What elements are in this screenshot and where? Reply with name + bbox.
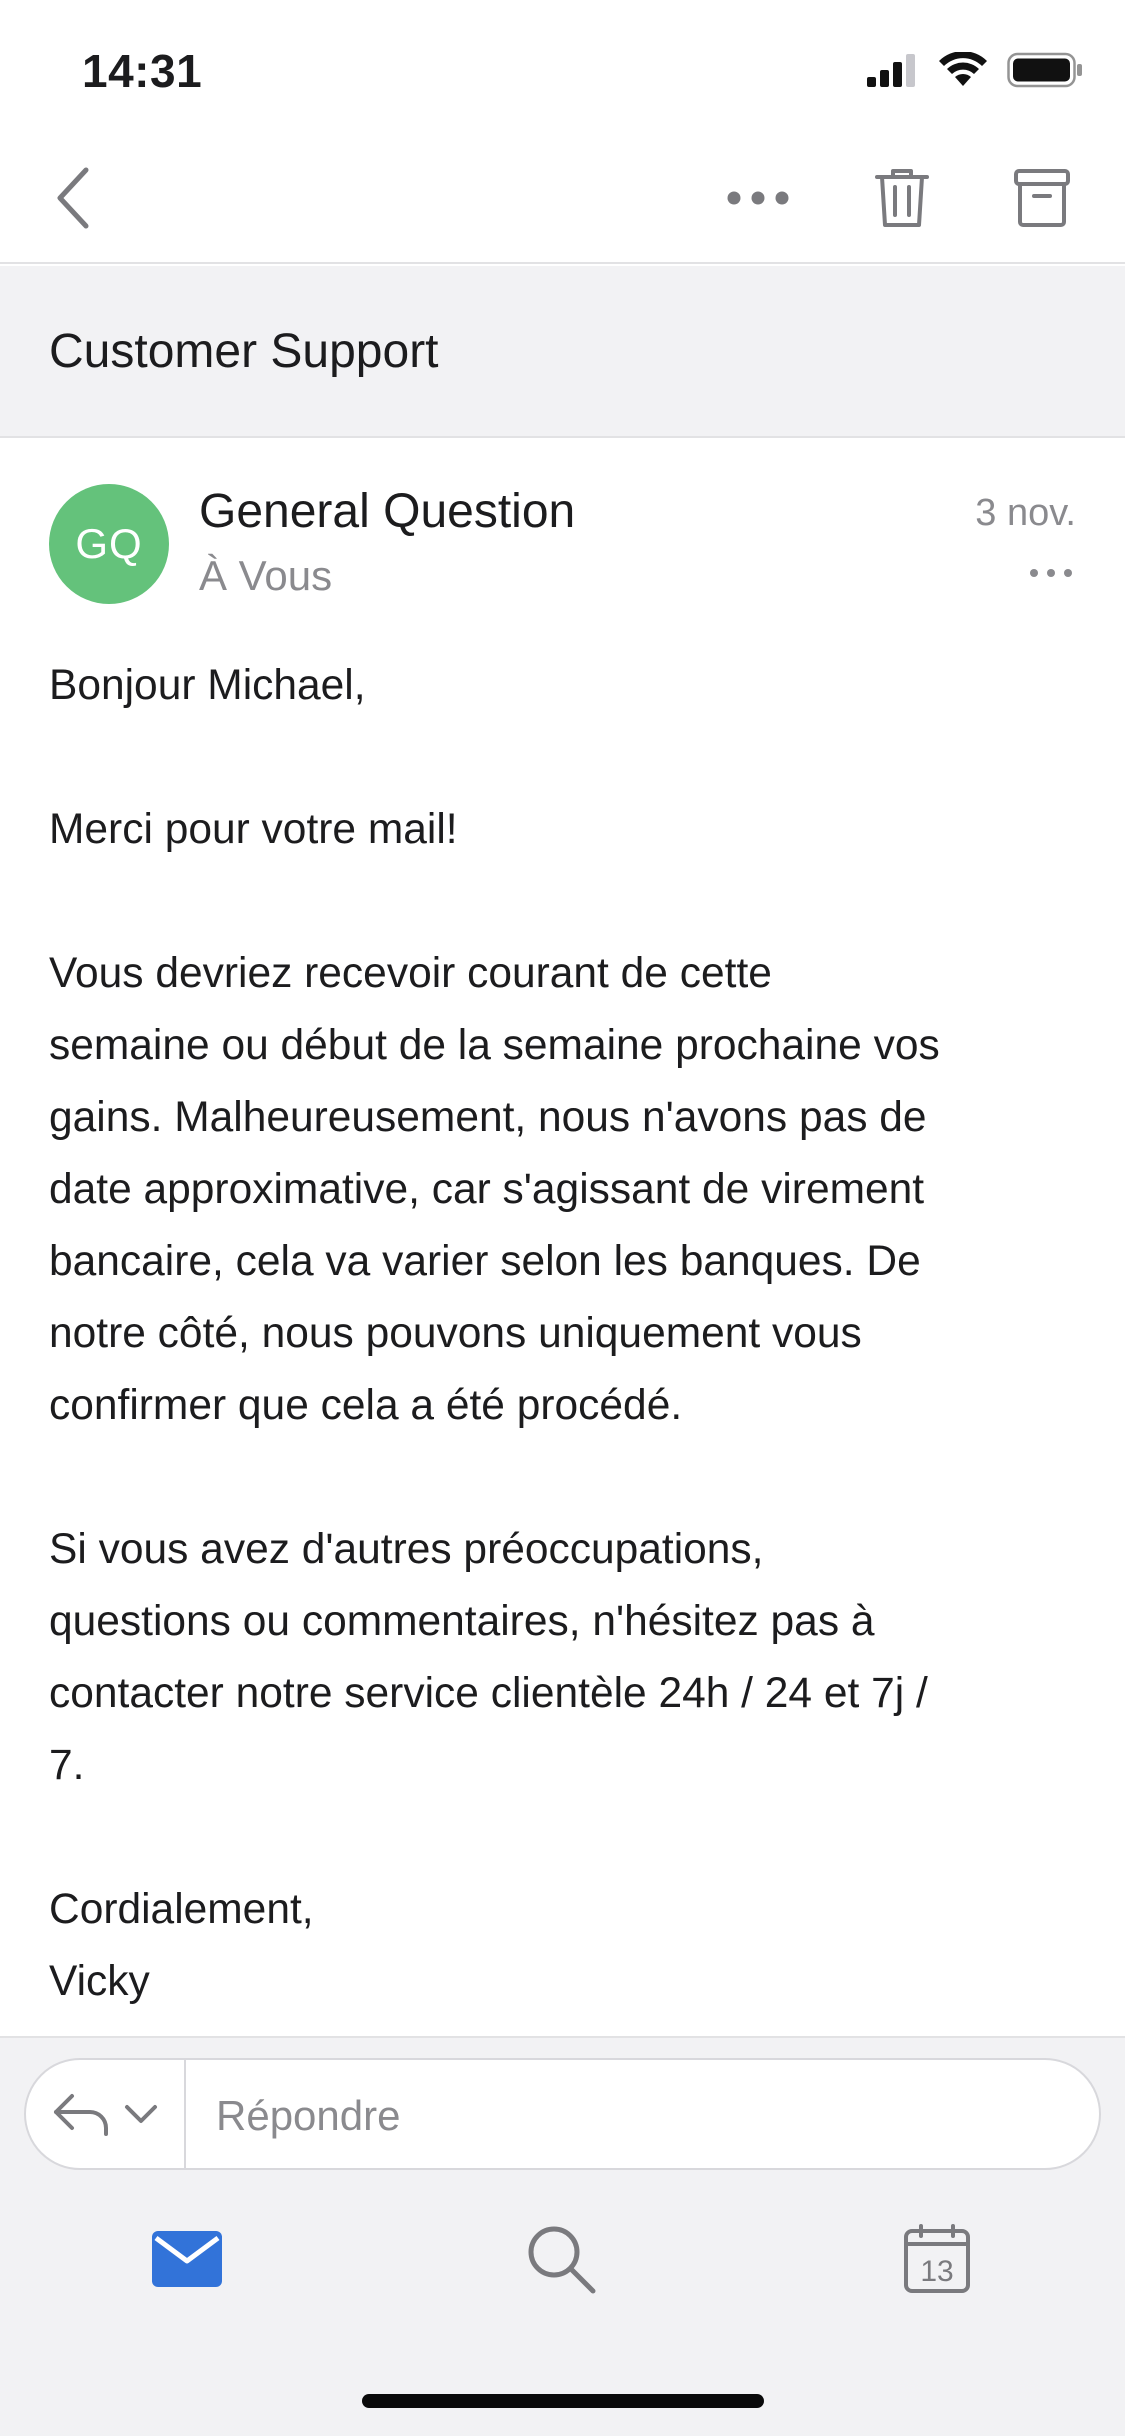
more-horizontal-icon	[1029, 568, 1073, 578]
body-paragraph: Merci pour votre mail!	[49, 806, 458, 853]
reply-input[interactable]: Répondre	[216, 2092, 401, 2139]
archive-button[interactable]	[1010, 166, 1074, 230]
sender-name[interactable]: General Question	[199, 485, 576, 538]
back-button[interactable]	[42, 166, 106, 230]
more-horizontal-icon	[726, 190, 790, 206]
delete-button[interactable]	[870, 166, 934, 230]
message-body	[49, 650, 1079, 2018]
tab-search[interactable]	[516, 2214, 606, 2304]
status-time: 14:31	[82, 45, 203, 97]
archive-icon	[1014, 168, 1070, 228]
reply-arrow-icon	[52, 2092, 110, 2136]
home-indicator[interactable]	[362, 2394, 764, 2408]
body-paragraph: Vous devriez recevoir courant de cette semaine ou début de la semaine prochaine vos gains. Malheureusement, nous n'avons pas de date approximative, car s'agissant de virement bancaire, cela va varier selon les banques. De notre côté, nous pouvons uniquement vous confirmer que cela a été procédé.	[49, 950, 940, 1429]
body-paragraph: Si vous avez d'autres préoccupations, questions ou commentaires, n'hésitez pas à contacter notre service clientèle 24h / 24 et 7j / 7.	[49, 1526, 928, 1789]
wifi-icon	[939, 52, 987, 88]
search-icon	[525, 2223, 597, 2295]
status-bar	[0, 0, 1125, 132]
tab-mail[interactable]	[142, 2214, 232, 2304]
nav-bar	[0, 132, 1125, 264]
bottom-area	[0, 2036, 1125, 2436]
recipient-line[interactable]: À Vous	[199, 552, 333, 599]
reply-bar[interactable]	[24, 2058, 1101, 2170]
body-greeting: Bonjour Michael,	[49, 662, 366, 709]
message-date: 3 nov.	[975, 492, 1076, 534]
cellular-signal-icon	[867, 53, 919, 87]
body-closing: Cordialement,	[49, 1886, 314, 1933]
calendar-day: 13	[920, 2255, 954, 2288]
conversation-header	[0, 266, 1125, 438]
calendar-icon	[903, 2224, 971, 2294]
chevron-down-icon	[124, 2104, 158, 2124]
body-signature: Vicky	[49, 1958, 150, 2005]
back-chevron-icon	[54, 166, 94, 230]
trash-icon	[875, 167, 929, 229]
message-more-button[interactable]	[1021, 558, 1081, 588]
mail-icon	[152, 2231, 222, 2287]
conversation-title: Customer Support	[49, 325, 439, 378]
tab-calendar[interactable]	[892, 2214, 982, 2304]
status-icons	[867, 48, 1083, 92]
more-options-button[interactable]	[726, 166, 790, 230]
battery-icon	[1007, 52, 1083, 88]
reply-options-button[interactable]	[26, 2060, 186, 2168]
message-header	[0, 440, 1125, 620]
avatar[interactable]: GQ	[49, 484, 169, 604]
